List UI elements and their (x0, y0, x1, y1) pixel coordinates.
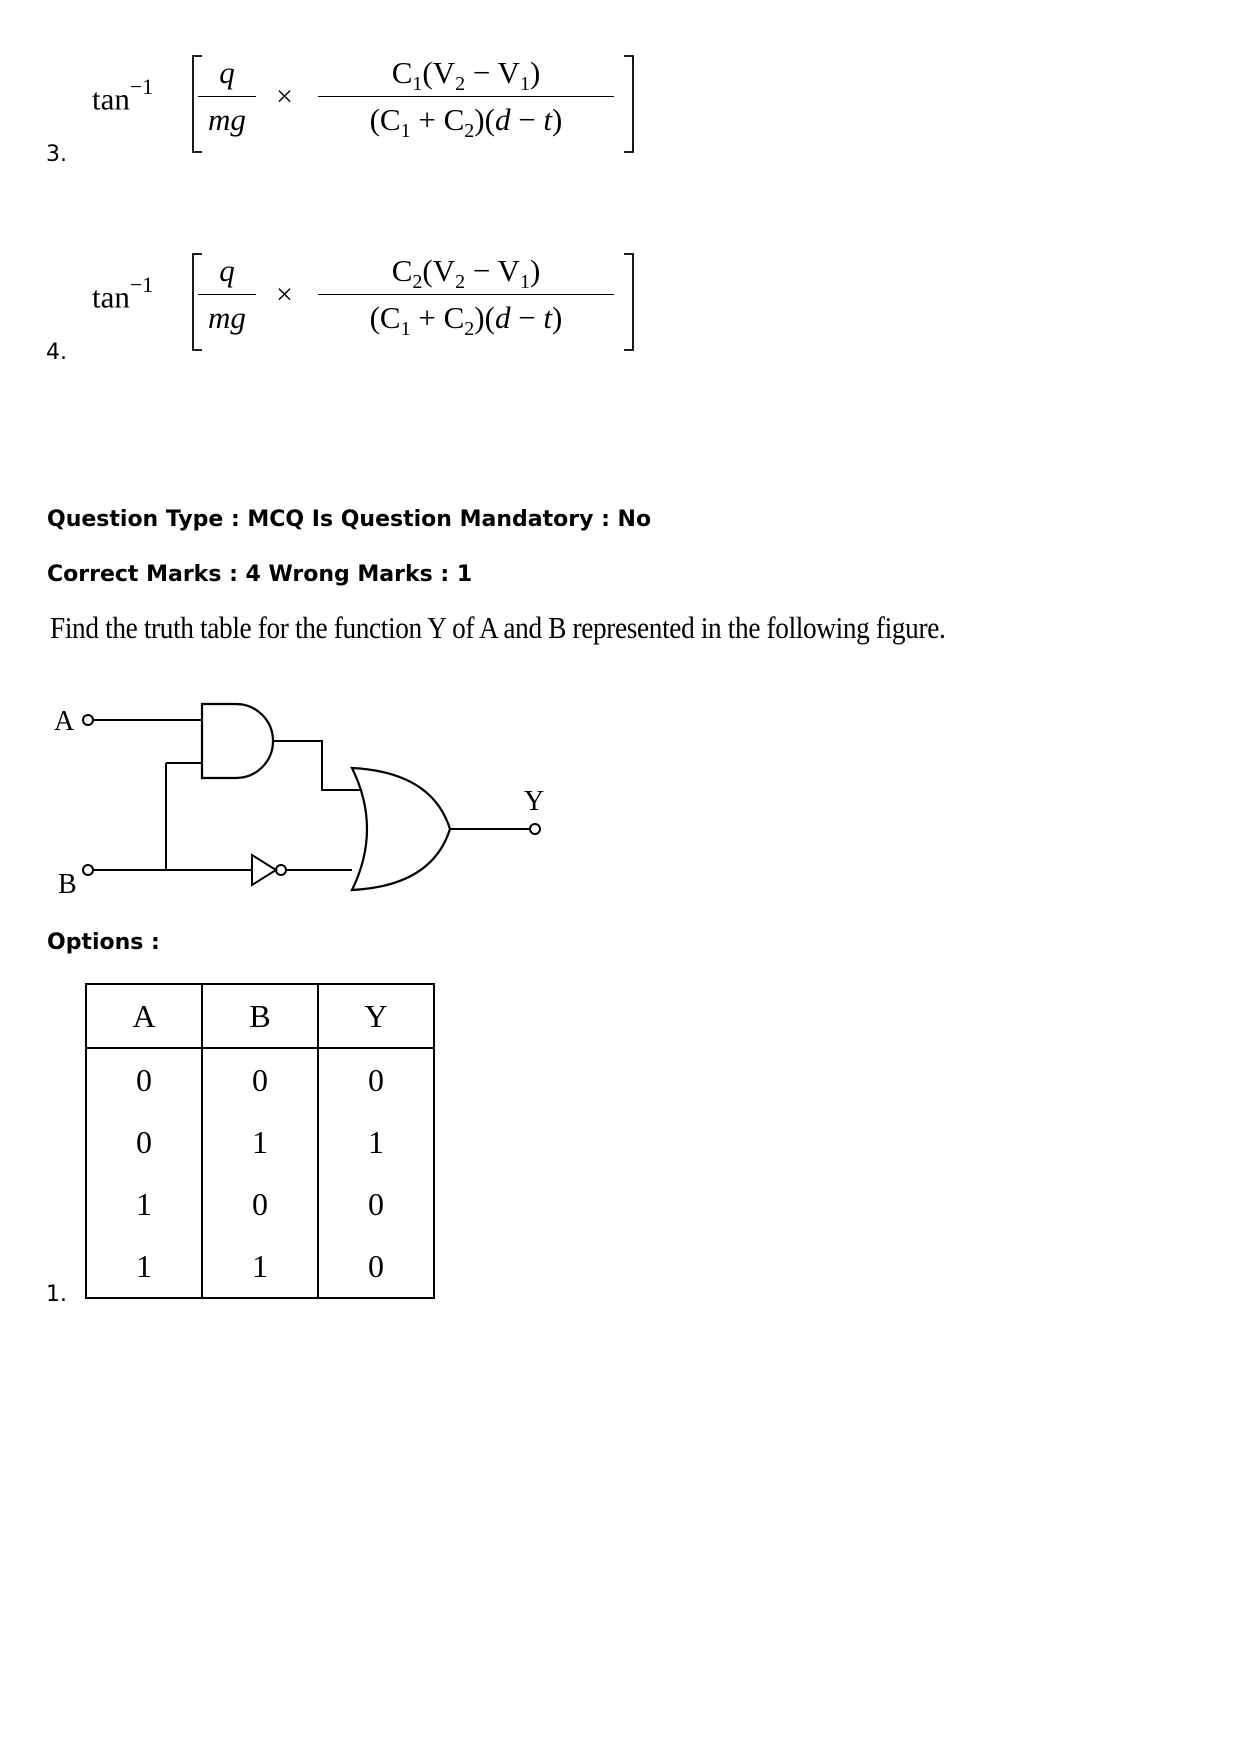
times-sign: × (276, 80, 293, 113)
question-text: Find the truth table for the function Y of A and B represented in the following figure. (50, 610, 946, 645)
option-3-formula (48, 50, 668, 160)
table-cell: 0 (318, 1048, 434, 1111)
table-row (86, 1173, 434, 1235)
table-cell: 0 (318, 1235, 434, 1298)
table-cell: 1 (318, 1111, 434, 1173)
option-number: 4. (46, 340, 67, 365)
table-cell: 0 (86, 1111, 202, 1173)
fraction-q-over-mg: q mg (198, 248, 256, 341)
bracket-right (622, 54, 636, 154)
label-a: A (54, 706, 75, 737)
options-label: Options : (47, 930, 160, 955)
table-cell: 1 (86, 1235, 202, 1298)
fraction-capacitance: $C_1(V_2 - V_1)$ $(C_1 + C_2)(d - t)$ (318, 50, 614, 143)
table-cell: 1 (202, 1235, 318, 1298)
fraction-q-over-mg: q mg (198, 50, 256, 143)
or-gate (352, 768, 450, 890)
table-cell: 0 (318, 1173, 434, 1235)
table-cell: 0 (202, 1173, 318, 1235)
output-y-terminal (530, 824, 540, 834)
input-b-terminal (83, 865, 93, 875)
header-b: B (202, 984, 318, 1048)
header-y: Y (318, 984, 434, 1048)
input-a-terminal (83, 715, 93, 725)
option-number: 3. (46, 142, 67, 167)
truth-table-option-1 (85, 983, 435, 1299)
not-gate (252, 855, 276, 885)
table-row (86, 1235, 434, 1298)
table-row (86, 1048, 434, 1111)
header-a: A (86, 984, 202, 1048)
option-4-formula (48, 248, 668, 358)
option-number: 1. (46, 1282, 67, 1307)
logic-circuit-diagram (40, 680, 580, 920)
question-type-line: Question Type : MCQ Is Question Mandatory : No (47, 507, 652, 532)
table-row (86, 1111, 434, 1173)
label-b: B (58, 869, 77, 900)
marks-line: Correct Marks : 4 Wrong Marks : 1 (47, 562, 473, 587)
fraction-capacitance: $C_2(V_2 - V_1)$ $(C_1 + C_2)(d - t)$ (318, 248, 614, 341)
table-cell: 1 (86, 1173, 202, 1235)
table-header-row (86, 984, 434, 1048)
arctan: $\tan^{-1}$ (92, 74, 154, 117)
label-y: Y (524, 786, 545, 817)
table-cell: 1 (202, 1111, 318, 1173)
table-cell: 0 (86, 1048, 202, 1111)
times-sign: × (276, 278, 293, 311)
and-gate (202, 704, 273, 778)
table-cell: 0 (202, 1048, 318, 1111)
arctan: $\tan^{-1}$ (92, 272, 154, 315)
bracket-right (622, 252, 636, 352)
